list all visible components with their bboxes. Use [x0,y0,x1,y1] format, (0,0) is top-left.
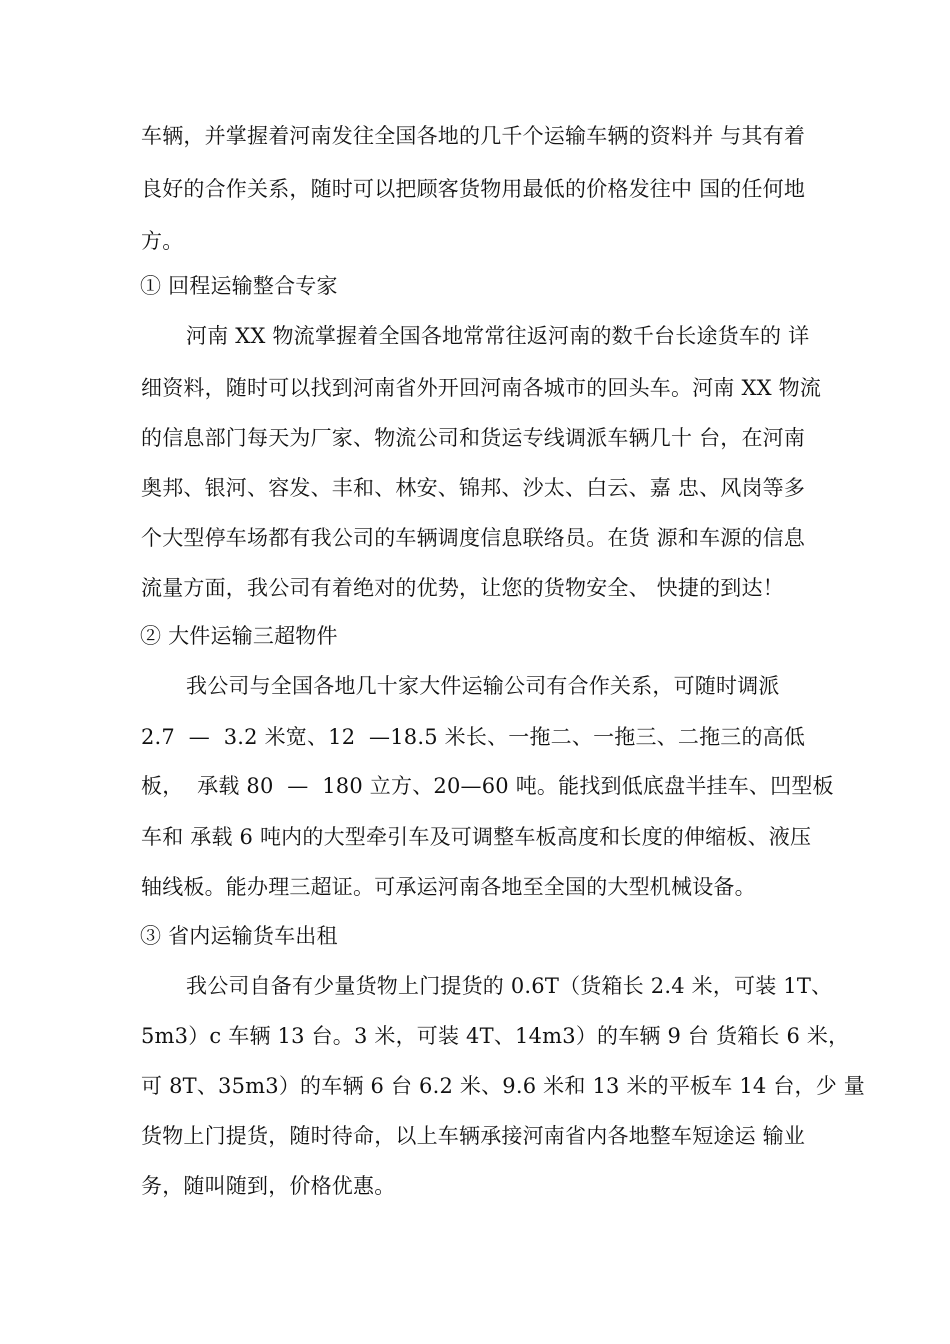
paragraph-line: 轴线板。能办理三超证。可承运河南各地至全国的大型机械设备。 [141,875,756,899]
section-heading-oversize-transport: ② 大件运输三超物件 [140,624,338,648]
paragraph-line: 可 8T、35m3）的车辆 6 台 6.2 米、9.6 米和 13 米的平板车 14 台，少 量 [141,1074,865,1098]
paragraph-line: 方。 [141,229,184,253]
paragraph-line: 车和 承载 6 吨内的大型牵引车及可调整车板高度和长度的伸缩板、液压 [141,825,812,849]
paragraph-line: 车辆，并掌握着河南发往全国各地的几千个运输车辆的资料并 与其有着 [141,124,806,148]
paragraph-line: 河南 XX 物流掌握着全国各地常常往返河南的数千台长途货车的 详 [186,324,810,348]
paragraph-line: 货物上门提货，随时待命，以上车辆承接河南省内各地整车短途运 输业 [141,1124,806,1148]
paragraph-line: 奥邦、银河、容发、丰和、林安、锦邦、沙太、白云、嘉 忠、风岗等多 [141,476,806,500]
paragraph-line: 流量方面，我公司有着绝对的优势，让您的货物安全、 快捷的到达！ [141,576,784,600]
paragraph-line: 我公司与全国各地几十家大件运输公司有合作关系，可随时调派 [186,674,780,698]
section-heading-return-transport: ① 回程运输整合专家 [140,274,338,298]
paragraph-line: 我公司自备有少量货物上门提货的 0.6T（货箱长 2.4 米，可装 1T、 [186,974,833,998]
paragraph-line: 的信息部门每天为厂家、物流公司和货运专线调派车辆几十 台，在河南 [141,426,806,450]
paragraph-line: 务，随叫随到，价格优惠。 [141,1174,396,1198]
paragraph-line: 良好的合作关系，随时可以把顾客货物用最低的价格发往中 国的任何地 [141,177,806,201]
section-heading-truck-rental: ③ 省内运输货车出租 [140,924,338,948]
paragraph-line: 细资料，随时可以找到河南省外开回河南各城市的回头车。河南 XX 物流 [141,376,822,400]
paragraph-line: 5m3）c 车辆 13 台。3 米，可装 4T、14m3）的车辆 9 台 货箱长 6 米， [141,1024,850,1048]
paragraph-line: 板， 承载 80 — 180 立方、20—60 吨。能找到低底盘半挂车、凹型板 [141,774,834,798]
paragraph-line: 个大型停车场都有我公司的车辆调度信息联络员。在货 源和车源的信息 [141,526,806,550]
paragraph-line: 2.7 — 3.2 米宽、12 —18.5 米长、一拖二、一拖三、二拖三的高低 [141,725,806,749]
